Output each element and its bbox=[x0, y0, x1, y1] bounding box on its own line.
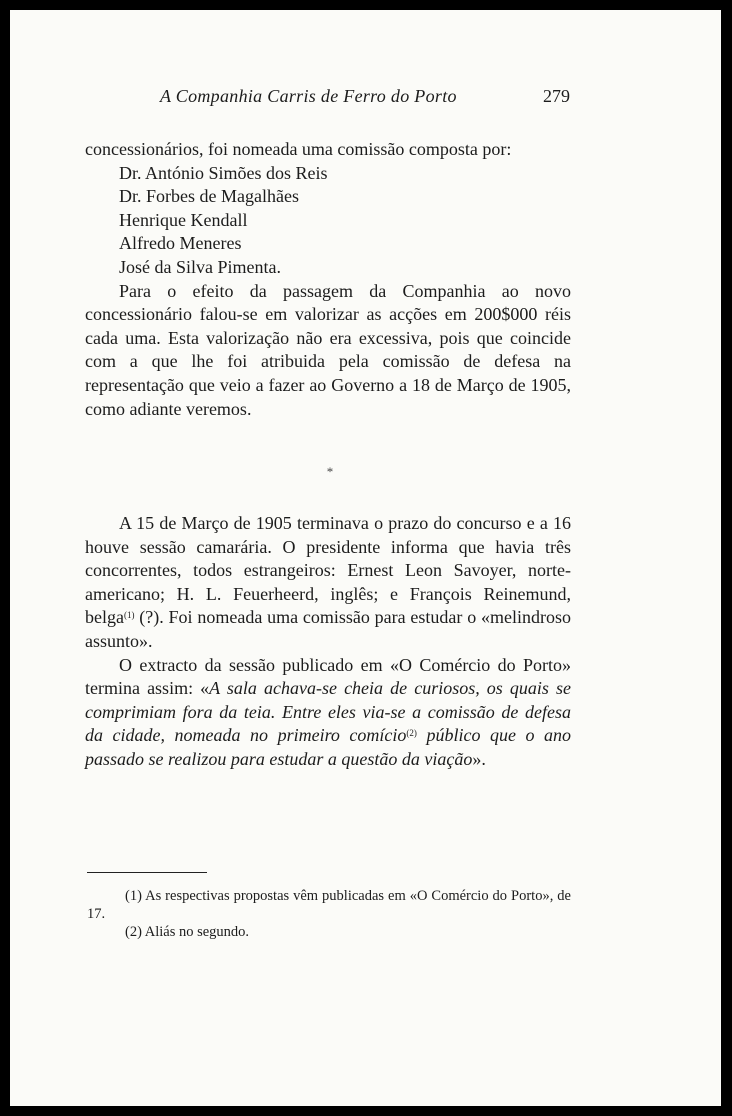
paragraph bbox=[85, 654, 571, 772]
page-header bbox=[160, 86, 570, 114]
footnote-text: Aliás no segundo. bbox=[144, 924, 250, 940]
quotation: público que o ano passado se realizou para estudar a questão da viação bbox=[85, 725, 572, 769]
list-item: Dr. Forbes de Magalhães bbox=[119, 186, 299, 207]
list-item: Henrique Kendall bbox=[119, 209, 248, 230]
footnote-marker: (2) bbox=[125, 924, 142, 940]
paragraph-text: ». bbox=[472, 748, 486, 769]
list-item: José da Silva Pimenta. bbox=[119, 256, 281, 277]
list-item: Alfredo Meneres bbox=[119, 233, 242, 254]
intro-line: concessionários, foi nomeada uma comissão composta por: bbox=[85, 139, 512, 159]
quotation: A sala achava-se cheia de curiosos, os quais se comprimiam fora da teia. Entre eles via-se a comissão de defesa da cidade, nomeada no primeiro comício bbox=[85, 678, 571, 746]
text-block-1 bbox=[85, 138, 571, 421]
footnote-reference: (1) bbox=[123, 610, 135, 621]
footnote bbox=[87, 887, 571, 923]
paragraph-text: A 15 de Março de 1905 terminava o prazo do concurso e a 16 houve sessão camarária. O presidente informa que havia três concorrentes, todos estrangeiros: Ernest Leon Savoyer, norte-americano; H. L. Feuerheerd, inglês; e François Reinemund, belga bbox=[85, 513, 571, 628]
text-block-2 bbox=[85, 512, 571, 772]
footnote bbox=[87, 923, 571, 941]
footnote-rule bbox=[87, 872, 207, 873]
footnote-marker: (1) bbox=[125, 888, 142, 904]
paragraph-text: (?). Foi nomeada uma comissão para estudar o «melindroso assunto». bbox=[85, 607, 571, 651]
paragraph: Para o efeito da passagem da Companhia ao novo concessionário falou-se em valorizar as acções em 200$000 réis cada uma. Esta valorização não era excessiva, pois que coincide com a que lhe foi atribuida pela comissão de defesa na representação que veio a fazer ao Governo a 18 de Março de 1905, como adiante veremos. bbox=[85, 280, 571, 419]
footnotes bbox=[87, 887, 571, 941]
page-number: 279 bbox=[543, 86, 570, 106]
running-title: A Companhia Carris de Ferro do Porto bbox=[160, 86, 457, 106]
book-page bbox=[10, 10, 721, 1106]
section-separator: * bbox=[326, 464, 334, 479]
paragraph bbox=[85, 512, 571, 654]
list-item: Dr. António Simões dos Reis bbox=[119, 162, 328, 183]
footnote-text: As respectivas propostas vêm publicadas em «O Comércio do Porto», de 17. bbox=[87, 888, 571, 922]
paragraph-text: O extracto da sessão publicado em «O Comércio do Porto» termina assim: « bbox=[85, 654, 571, 699]
footnote-reference: (2) bbox=[406, 728, 417, 739]
